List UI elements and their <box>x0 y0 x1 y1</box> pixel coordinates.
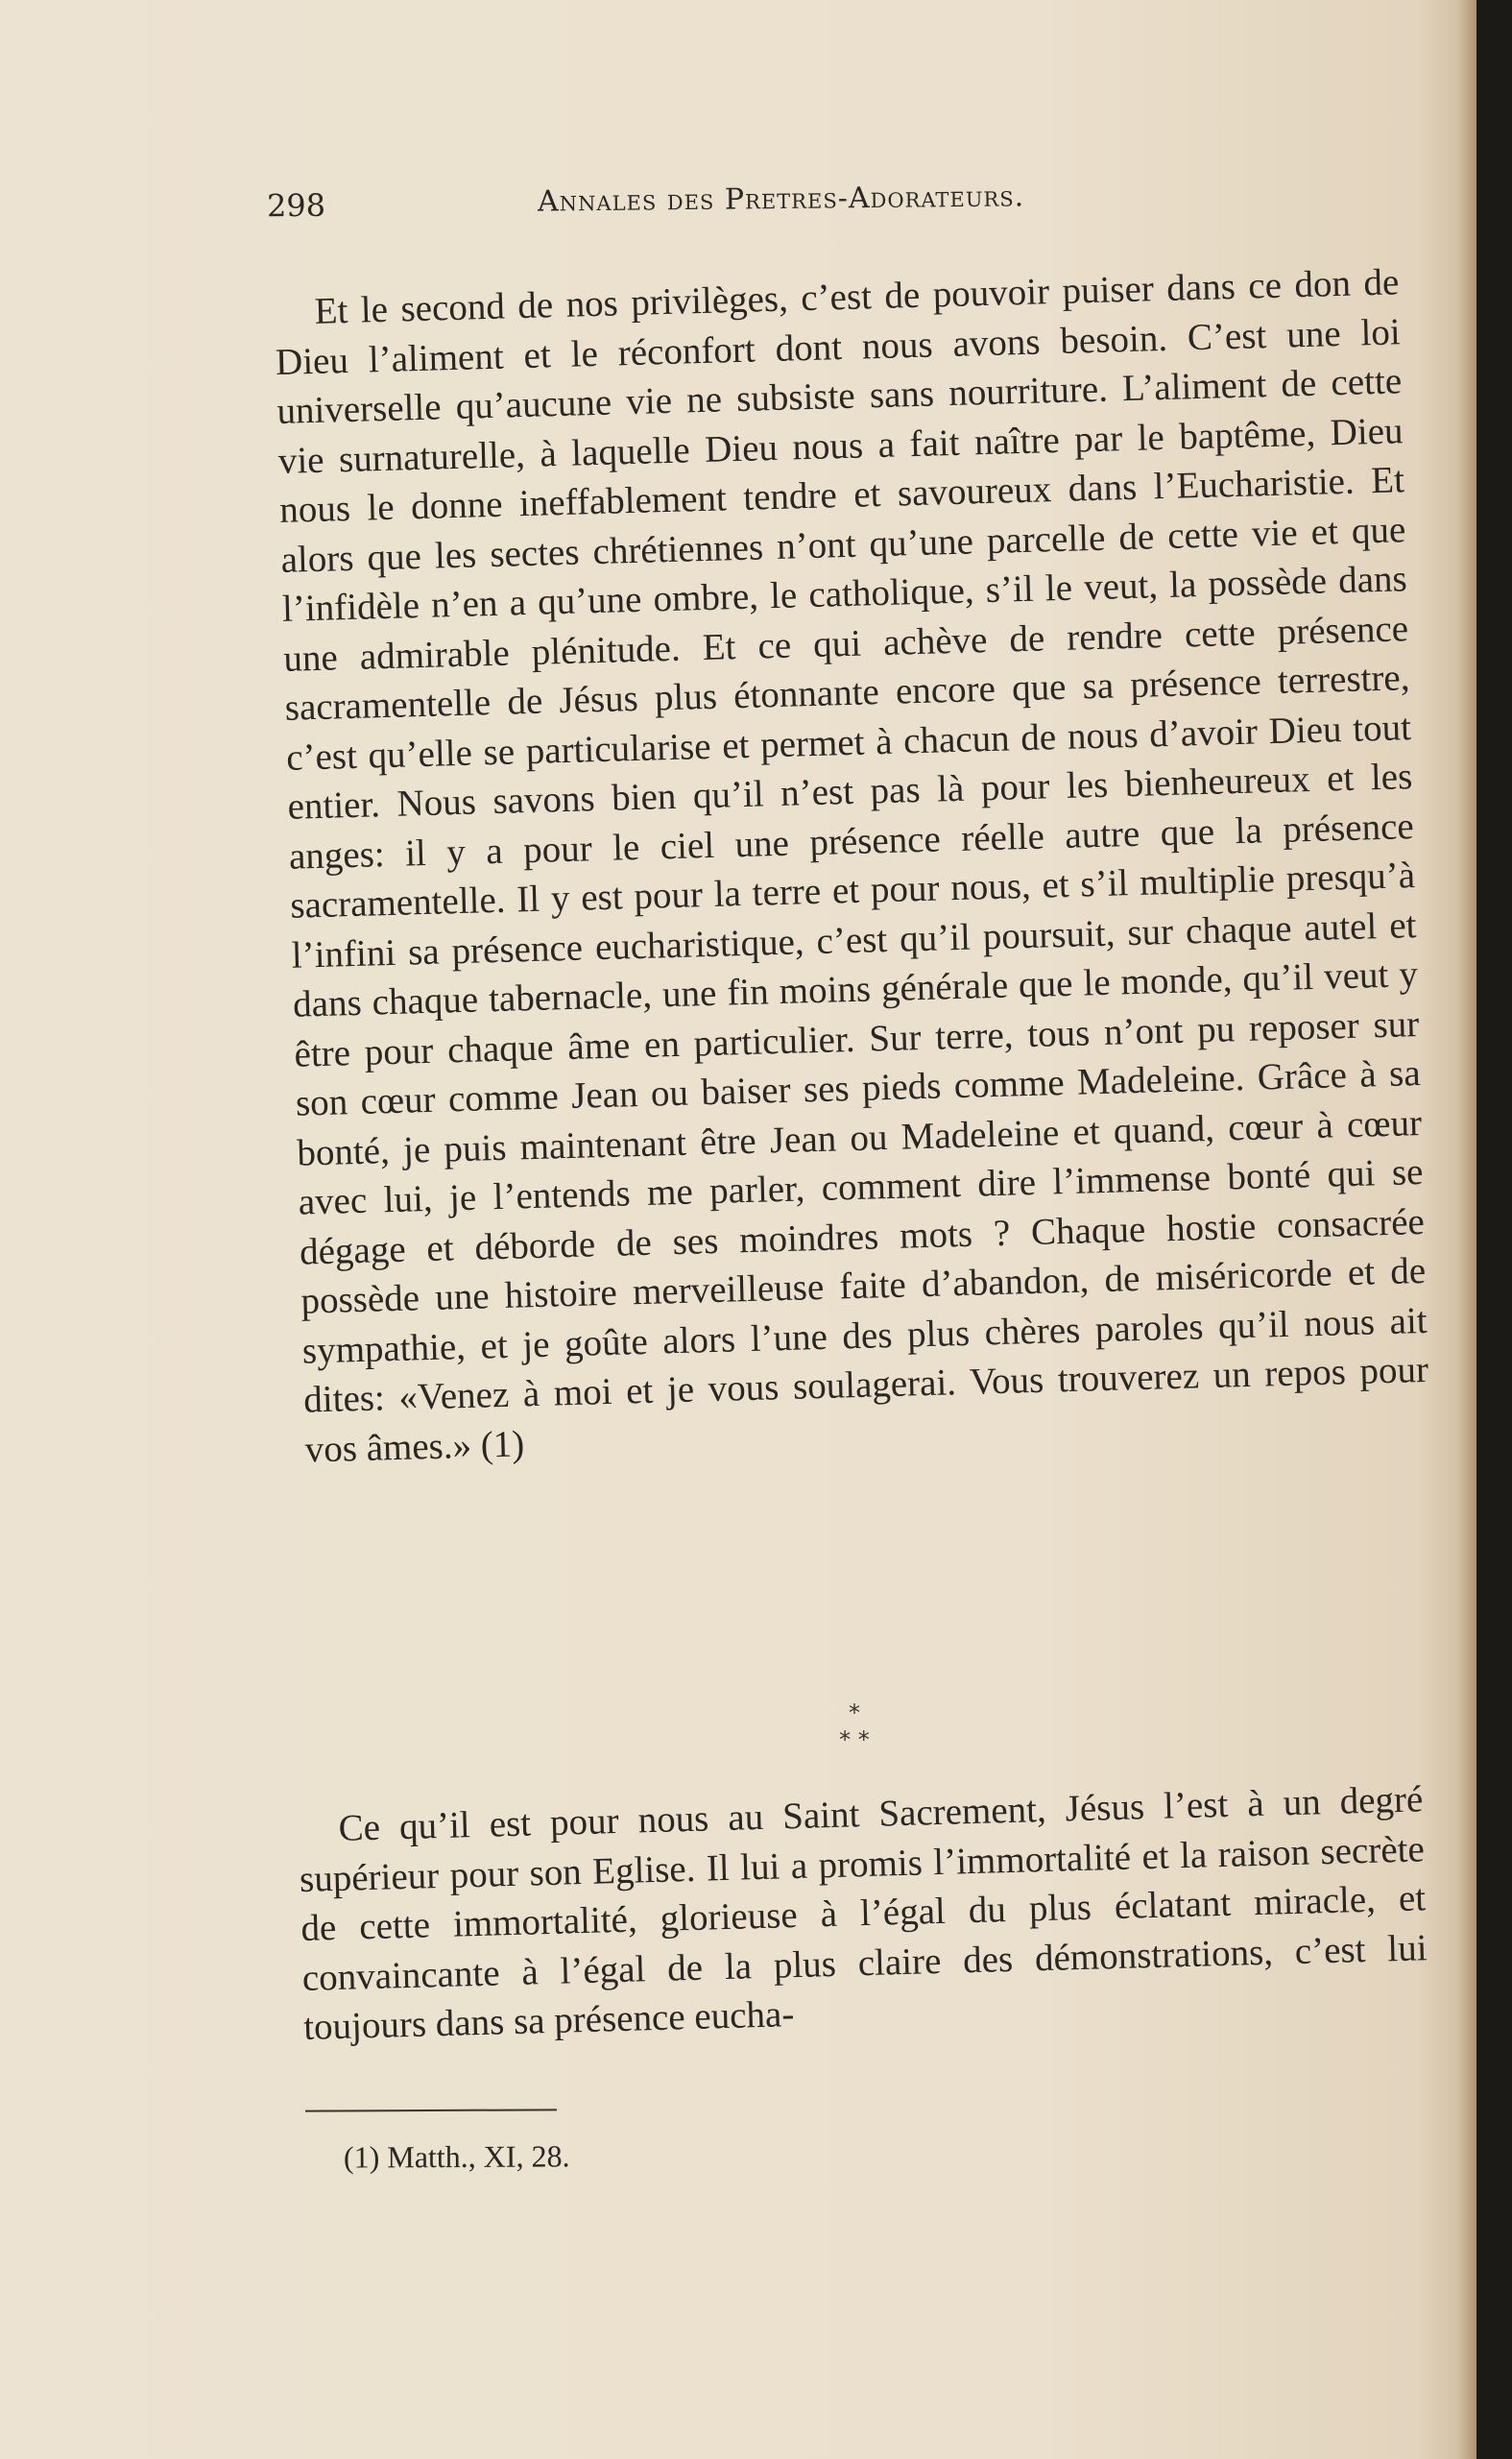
footnote-1: (1) Matth., XI, 28. <box>343 2138 570 2175</box>
section-separator <box>816 1700 893 1753</box>
page-edge-shadow <box>1457 0 1476 2459</box>
body-paragraph-1: Et le second de nos privilèges, c’est de pouvoir puiser dans ce don de Dieu l’aliment et le réconfort dont nous avons besoin. C’est une loi universelle qu’aucune vie ne subsiste sans nourriture. L’aliment de cette vie surnaturelle, à laquelle Dieu nous a fait naître par le baptême, Dieu nous le donne ineffablement tendre et savoureux dans l’Eucharistie. Et alors que les sectes chrétiennes n’ont qu’une parcelle de cette vie et que l’infidèle n’en a qu’une ombre, le catholique, s’il le veut, la possède dans une admirable plénitude. Et ce qui achève de rendre cette présence sacramentelle de Jésus plus étonnante encore que sa présence terrestre, c’est qu’elle se particularise et permet à chacun de nous d’avoir Dieu tout entier. Nous savons bien qu’il n’est pas là pour les bienheureux et les anges: il y a pour le ciel une présence réelle autre que la présence sacramentelle. Il y est pour la terre et pour nous, et s’il multiplie presqu’à l’infini sa présence eucharistique, c’est qu’il poursuit, sur chaque autel et dans chaque tabernacle, une fin moins générale que le monde, qu’il veut y être pour chaque âme en particulier. Sur terre, tous n’ont pu reposer sur son cœur comme Jean ou baiser ses pieds comme Madeleine. Grâce à sa bonté, je puis maintenant être Jean ou Madeleine et quand, cœur à cœur avec lui, je l’entends me parler, comment dire l’immense bonté qui se dégage et déborde de ses moindres mots ? Chaque hostie consacrée possède une histoire merveilleuse faite d’abandon, de miséricorde et de sympathie, et je goûte alors l’une des plus chères paroles qu’il nous ait dites: «Venez à moi et je vous soulagerai. Vous trouverez un repos pour vos âmes.» (1) <box>275 261 1429 1471</box>
separator-star-top: * <box>849 1700 860 1726</box>
separator-stars-bottom: * * <box>839 1726 870 1753</box>
body-paragraph-2: Ce qu’il est pour nous au Saint Sacrement, Jésus l’est à un degré supérieur pour son Eglise. Il lui a promis l’immortalité et la raison secrète de cette immortalité, glorieuse à l’égal du plus éclatant miracle, et convaincante à l’égal de la plus claire des démonstrations, c’est lui toujours dans sa présence eucha- <box>299 1778 1428 2048</box>
page-number: 298 <box>266 186 326 225</box>
footnote-rule <box>305 2109 557 2111</box>
running-title: Annales des Pretres-Adorateurs. <box>537 180 1025 219</box>
